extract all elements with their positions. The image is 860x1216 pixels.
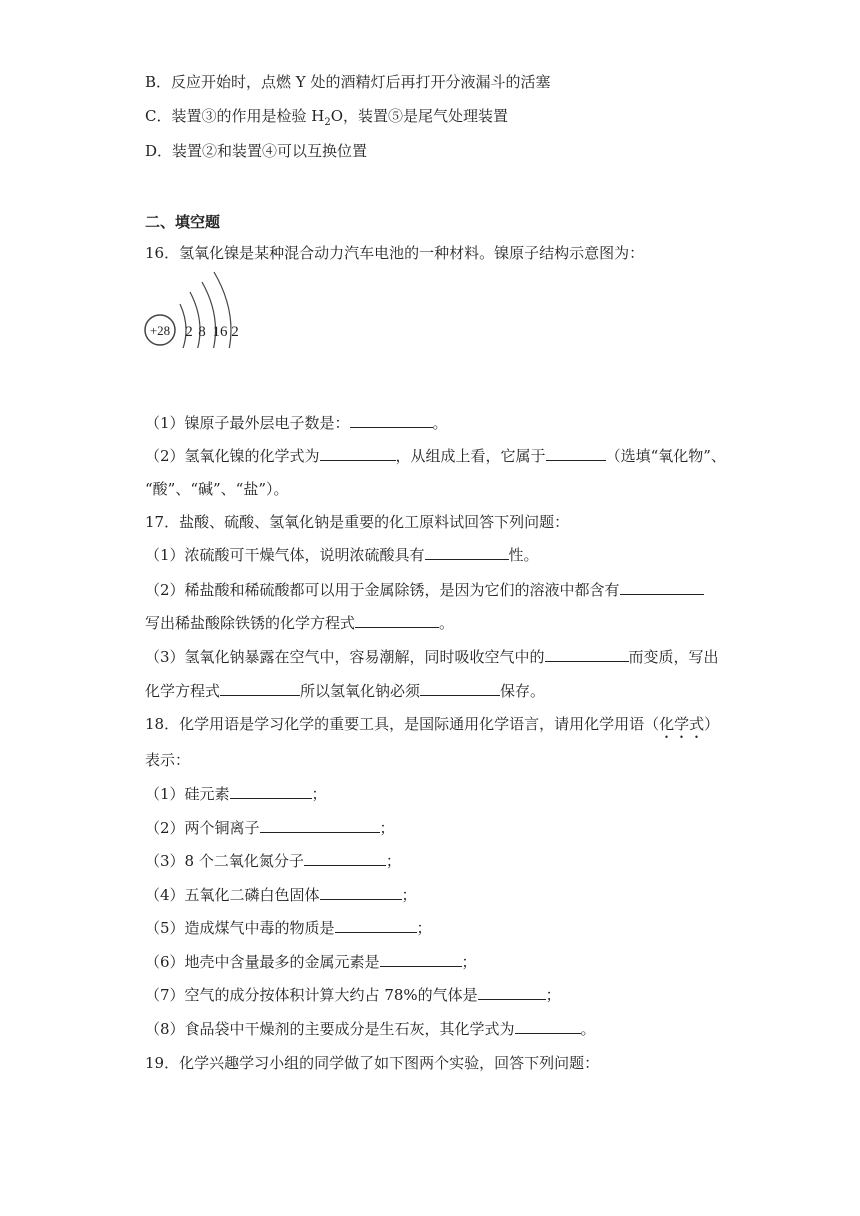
q18-item-4 [145,885,417,905]
shell-electron-count-2: 8 [198,324,206,340]
q17-part2-cont [145,613,454,633]
q17-part3-text: （3）氢氧化钠暴露在空气中，容易潮解，同时吸收空气中的 [145,648,545,666]
q18-item-text: （2）两个铜离子 [145,819,260,837]
q17-part2-cont-end: 。 [439,614,455,632]
q18-stem-end: ） [704,715,720,733]
q16-part2-text: （2）氢氧化镍的化学式为 [145,447,320,465]
q16-part1-end: 。 [432,414,448,432]
q17-part1 [145,545,539,565]
answer-blank[interactable] [380,952,462,967]
option-c-pre: C．装置③的作用是检验 H [145,107,325,125]
q16-part2 [145,446,726,466]
answer-blank[interactable] [304,851,386,866]
q19-stem: 19．化学兴趣学习小组的同学做了如下图两个实验，回答下列问题： [145,1054,600,1072]
q16-part2-cont: “酸”、“碱”、“盐”）。 [145,480,289,498]
answer-blank[interactable] [355,613,439,628]
answer-blank[interactable] [320,885,402,900]
option-b: B．反应开始时，点燃 Y 处的酒精灯后再打开分液漏斗的活塞 [145,73,551,91]
q17-part2-cont-text: 写出稀盐酸除铁锈的化学方程式 [145,614,356,632]
answer-blank[interactable] [478,985,546,1000]
option-d: D．装置②和装置④可以互换位置 [145,142,368,160]
q18-stem [145,714,719,742]
shell-electron-count-4: 2 [231,324,239,340]
q17-part3-cont-mid: 所以氢氧化钠必须 [300,682,421,700]
section-title: 二、填空题 [145,213,221,231]
q18-item-2 [145,818,395,838]
q16-part1-text: （1）镍原子最外层电子数是： [145,414,350,432]
q18-item-end: ； [401,886,417,904]
nickel-atom-structure-diagram [140,268,250,348]
q17-part3-cont-text: 化学方程式 [145,682,221,700]
q16-stem: 16．氢氧化镍是某种混合动力汽车电池的一种材料。镍原子结构示意图为： [145,244,645,262]
answer-blank[interactable] [320,446,396,461]
q18-item-text: （7）空气的成分按体积计算大约占 78%的气体是 [145,986,478,1004]
q17-part3-end: 而变质，写出 [628,648,719,666]
q18-item-6 [145,952,477,972]
option-c-post: O，装置⑤是尾气处理装置 [330,107,509,125]
answer-blank[interactable] [425,545,509,560]
q18-item-end: ； [379,819,395,837]
answer-blank[interactable] [620,580,704,595]
q17-part1-text: （1）浓硫酸可干燥气体，说明浓硫酸具有 [145,546,425,564]
q18-item-1 [145,784,327,804]
answer-blank[interactable] [335,918,417,933]
q18-item-5 [145,918,432,938]
q18-item-text: （4）五氧化二磷白色固体 [145,886,320,904]
q18-item-text: （5）造成煤气中毒的物质是 [145,919,335,937]
shell-electron-count-1: 2 [185,324,193,340]
answer-blank[interactable] [260,818,380,833]
answer-blank[interactable] [546,446,606,461]
q18-emphasis: 化学式 [659,715,705,733]
q18-item-end: 。 [580,1020,596,1038]
q17-part1-end: 性。 [508,546,539,564]
q18-item-end: ； [311,785,327,803]
q17-part3-cont [145,681,545,701]
q18-item-end: ； [545,986,561,1004]
q16-part2-mid: ，从组成上看，它属于 [395,447,546,465]
q18-item-text: （1）硅元素 [145,785,230,803]
q18-stem-text: 18．化学用语是学习化学的重要工具，是国际通用化学语言，请用化学用语（ [145,715,660,733]
option-c-sub: 2 [324,117,331,128]
q17-part3-cont-end: 保存。 [500,682,546,700]
answer-blank[interactable] [545,647,629,662]
q18-item-8 [145,1019,596,1039]
q18-item-text: （3）8 个二氧化氮分子 [145,852,304,870]
q17-part3 [145,647,719,667]
q18-item-7 [145,985,561,1005]
q16-part1 [145,413,448,433]
q18-item-end: ； [385,852,401,870]
q18-item-3 [145,851,401,871]
q18-item-text: （6）地壳中含量最多的金属元素是 [145,953,380,971]
q18-stem-cont: 表示： [145,751,191,769]
q17-part2-text: （2）稀盐酸和稀硫酸都可以用于金属除锈，是因为它们的溶液中都含有 [145,581,620,599]
q16-part2-end: （选填“氧化物”、 [605,447,726,465]
answer-blank[interactable] [350,413,433,428]
q18-item-end: ； [416,919,432,937]
nucleus-label: +28 [149,323,171,338]
answer-blank[interactable] [230,784,312,799]
answer-blank[interactable] [515,1019,581,1034]
answer-blank[interactable] [420,681,500,696]
q18-item-text: （8）食品袋中干燥剂的主要成分是生石灰，其化学式为 [145,1020,515,1038]
q17-part2 [145,580,704,600]
option-c [145,106,508,133]
shell-electron-count-3: 16 [212,324,228,340]
q18-item-end: ； [461,953,477,971]
q17-stem: 17．盐酸、硫酸、氢氧化钠是重要的化工原料试回答下列问题： [145,513,570,531]
answer-blank[interactable] [220,681,300,696]
